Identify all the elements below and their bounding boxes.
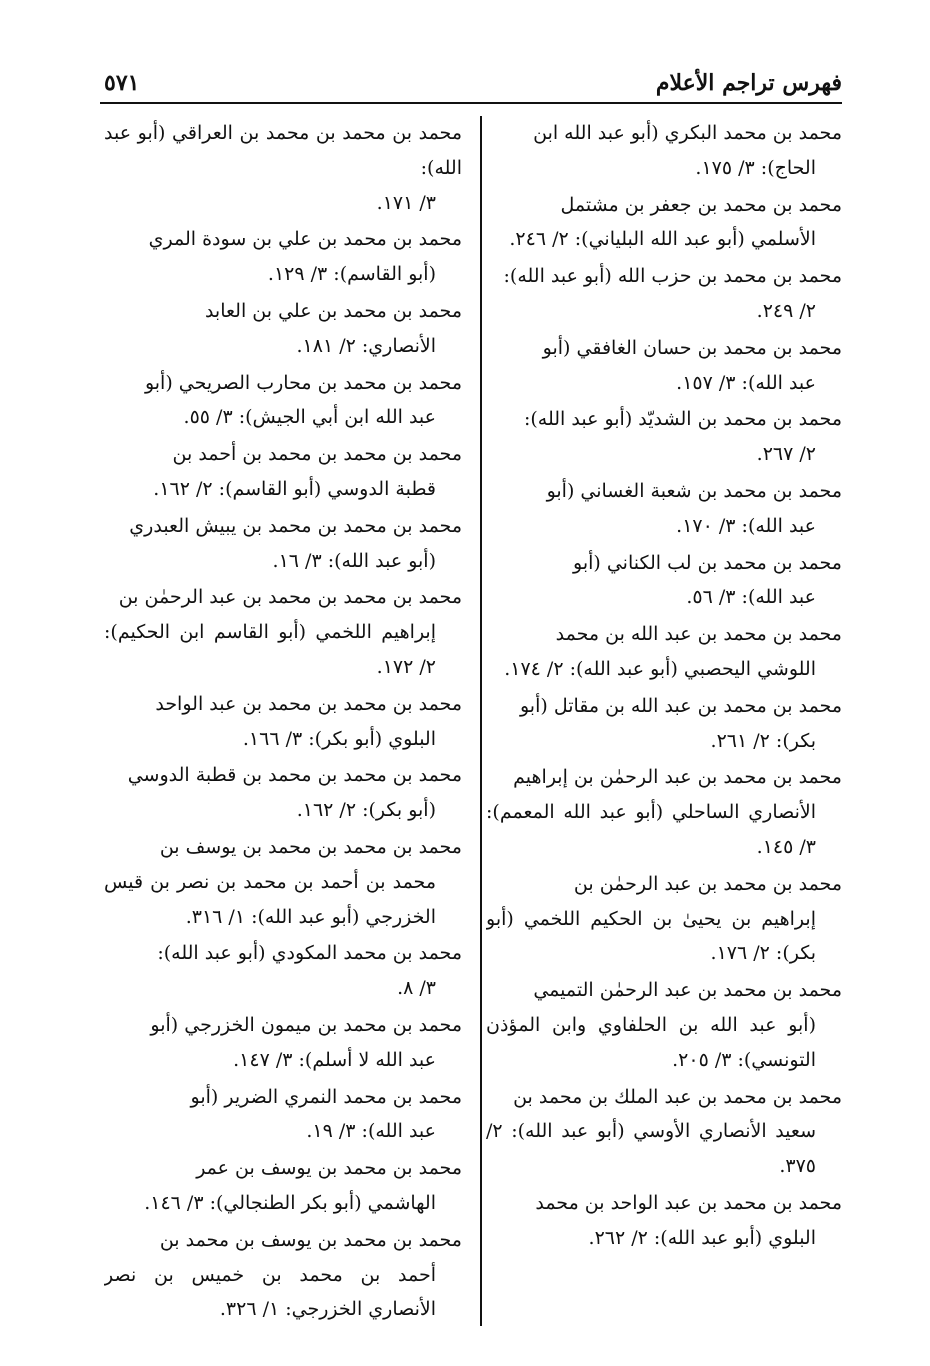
entry-name: محمد بن محمد بن حسان الغافقي (أبو [542, 336, 842, 359]
entry-reference: (أبو عبد الله بن الحلفاوي وابن المؤذن التونسي): ٣/ ٢٠٥. [486, 1013, 816, 1071]
entry-name: محمد بن محمد بن يوسف بن عمر [196, 1157, 462, 1180]
index-entry [486, 617, 842, 687]
entry-name: محمد بن محمد بن عبد الرحمٰن التميمي [533, 979, 842, 1002]
index-entry [104, 830, 462, 934]
entry-reference: الهاشمي (أبو بكر الطنجالي): ٣/ ١٤٦. [144, 1191, 436, 1214]
entry-name: محمد بن محمد بن عبد الله بن مقاتل (أبو [519, 694, 842, 717]
index-entry [104, 509, 462, 579]
index-entry [486, 867, 842, 971]
index-entry [486, 259, 842, 329]
entry-reference: البلوي (أبو بكر): ٣/ ١٦٦. [242, 727, 436, 750]
running-title: فهرس تراجم الأعلام [655, 70, 842, 96]
entry-name: محمد بن محمد بن لب الكناني (أبو [573, 551, 842, 574]
entry-name: محمد بن محمد بن الشديّد (أبو عبد الله): [523, 408, 842, 431]
index-entry [104, 687, 462, 757]
index-entry [104, 580, 462, 684]
entry-name: محمد بن محمد بن محارب الصريحي (أبو [144, 371, 462, 394]
entry-reference: الأسلمي (أبو عبد الله البلياني): ٢/ ٢٤٦. [509, 228, 816, 251]
index-entry [486, 760, 842, 864]
entry-name: محمد بن محمد بن حزب الله (أبو عبد الله): [503, 265, 842, 288]
entry-reference: ٢/ ٢٦٧. [756, 443, 816, 466]
entry-reference: الأنصاري: ٢/ ١٨١. [296, 334, 436, 357]
right-column [486, 116, 842, 1330]
index-entry [486, 973, 842, 1077]
entry-name: محمد بن محمد بن ميمون الخزرجي (أبو [150, 1013, 462, 1036]
entry-name: محمد بن محمد بن عبد الملك بن محمد بن [513, 1085, 842, 1108]
column-divider [480, 116, 482, 1326]
entry-name: محمد بن محمد بن محمد بن العراقي (أبو عبد الله): [104, 122, 462, 179]
index-entry [104, 1008, 462, 1078]
entry-name: محمد بن محمد بن محمد بن يوسف بن [159, 835, 462, 858]
entry-reference: أحمد بن محمد بن خميس بن نصر الأنصاري الخزرجي: ١/ ٣٢٦. [104, 1263, 436, 1321]
entry-name: محمد بن محمد بن شعبة الغساني (أبو [546, 479, 842, 502]
index-entry [104, 222, 462, 292]
entry-reference: إبراهيم اللخمي (أبو القاسم ابن الحكيم): ٢/ ١٧٢. [104, 621, 436, 678]
entry-name: محمد بن محمد بن محمد بن قطبة الدوسي [127, 764, 462, 787]
entry-reference: عبد الله ابن أبي الجيش): ٣/ ٥٥. [183, 406, 436, 429]
index-entry [486, 188, 842, 258]
entry-reference: بكر): ٢/ ٢٦١. [710, 729, 816, 752]
index-entry [104, 758, 462, 828]
entry-reference: قطبة الدوسي (أبو القاسم): ٢/ ١٦٢. [153, 477, 436, 500]
index-entry [486, 1080, 842, 1184]
index-entry [486, 474, 842, 544]
entry-reference: عبد الله): ٣/ ١٩. [306, 1120, 436, 1143]
index-entry [486, 402, 842, 472]
index-entry [104, 1080, 462, 1150]
entry-reference: الحاج): ٣/ ١٧٥. [695, 156, 816, 179]
entry-reference: ٣/ ١٧١. [376, 191, 436, 214]
entry-reference: ٢/ ٢٤٩. [756, 299, 816, 322]
entry-name: محمد بن محمد بن محمد بن يبيش العبدري [129, 514, 462, 537]
entry-name: محمد بن محمد بن محمد بن عبد الرحمٰن بن [118, 586, 462, 609]
entry-name: محمد بن محمد بن محمد بن عبد الواحد [155, 692, 462, 715]
index-entry [104, 1223, 462, 1327]
entry-reference: إبراهيم بن يحيىٰ بن الحكيم اللخمي (أبو بكر): ٢/ ١٧٦. [486, 907, 816, 965]
entry-name: محمد بن محمد بن يوسف بن محمد بن [159, 1228, 462, 1251]
entry-reference: عبد الله): ٣/ ١٥٧. [676, 371, 816, 394]
entry-reference: البلوي (أبو عبد الله): ٢/ ٢٦٢. [588, 1226, 816, 1249]
index-entry [104, 437, 462, 507]
entry-name: محمد بن محمد بن عبد الرحمٰن بن إبراهيم [513, 766, 842, 789]
left-column [104, 116, 462, 1330]
index-entry [486, 546, 842, 616]
entry-name: محمد بن محمد بن علي بن العابد [204, 299, 462, 322]
page-header [100, 62, 842, 104]
entry-reference: (أبو عبد الله): ٣/ ١٦. [272, 549, 436, 572]
page-number: ٥٧١ [104, 70, 140, 96]
index-entry [486, 1186, 842, 1256]
entry-name: محمد بن محمد بن عبد الرحمٰن بن [573, 872, 842, 895]
entry-name: محمد بن محمد بن جعفر بن مشتمل [560, 193, 842, 216]
index-entry [104, 116, 462, 220]
entry-reference: اللوشي اليحصبي (أبو عبد الله): ٢/ ١٧٤. [504, 657, 816, 680]
entry-name: محمد بن محمد المكودي (أبو عبد الله): [157, 942, 462, 965]
index-entry [486, 689, 842, 759]
entry-name: محمد بن محمد بن عبد الله بن محمد [555, 623, 842, 646]
entry-reference: عبد الله): ٣/ ١٧٠. [676, 514, 816, 537]
entry-reference: ٣/ ٨. [397, 977, 436, 1000]
entry-reference: سعيد الأنصاري الأوسي (أبو عبد الله): ٢/ ٣٧٥. [486, 1120, 816, 1178]
entry-name: محمد بن محمد البكري (أبو عبد الله ابن [533, 122, 842, 144]
index-entry [104, 366, 462, 436]
index-entry [104, 936, 462, 1006]
index-entry [104, 1151, 462, 1221]
entry-reference: محمد بن أحمد بن محمد بن نصر بن قيس الخزرجي (أبو عبد الله): ١/ ٣١٦. [104, 870, 436, 928]
entry-name: محمد بن محمد بن علي بن سودة المري [148, 228, 462, 251]
entry-name: محمد بن محمد بن عبد الواحد بن محمد [535, 1191, 842, 1214]
entry-reference: عبد الله): ٣/ ٥٦. [686, 586, 816, 609]
entry-reference: (أبو بكر): ٢/ ١٦٢. [296, 799, 436, 822]
index-entry [486, 116, 842, 186]
entry-name: محمد بن محمد النمري الضرير (أبو [190, 1085, 462, 1108]
entry-name: محمد بن محمد بن محمد بن أحمد بن [172, 443, 462, 466]
entry-reference: الأنصاري الساحلي (أبو عبد الله المعمم): ٣/ ١٤٥. [486, 801, 816, 858]
entry-reference: (أبو القاسم): ٣/ ١٢٩. [267, 263, 436, 286]
index-entry [104, 294, 462, 364]
entry-reference: عبد الله لا أسلم): ٣/ ١٤٧. [233, 1048, 436, 1071]
index-entry [486, 331, 842, 401]
